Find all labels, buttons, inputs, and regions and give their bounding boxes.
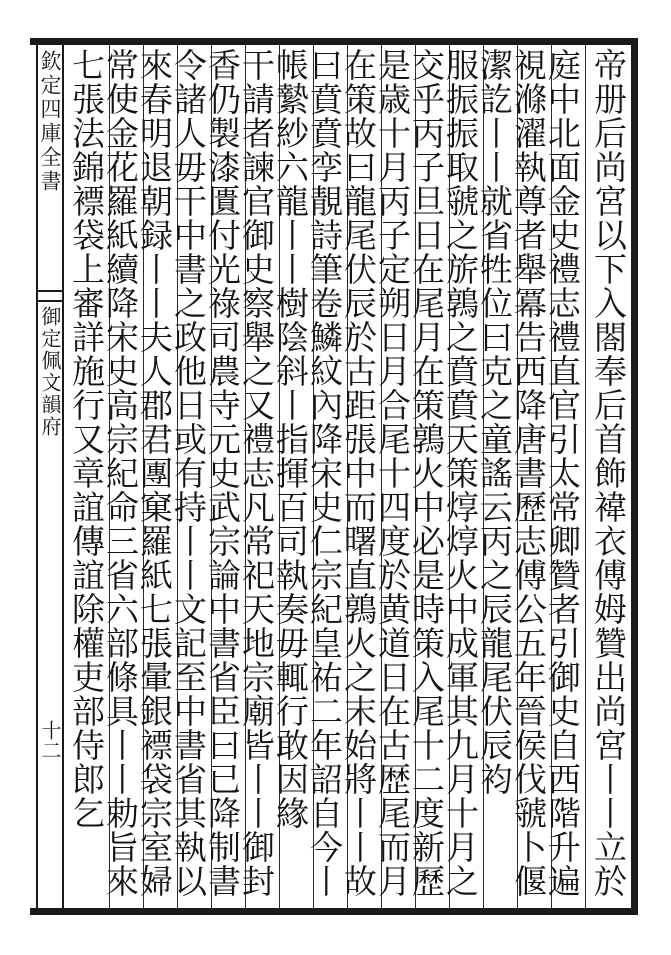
text-column-1: 帝册后尚宮以下入閤奉后首飾褘衣傅姆贊出尚宮丨丨立於 (589, 48, 628, 898)
text-column-4: 潔訖丨丨就省牲位曰克之童謠云丙之辰龍尾伏辰袀 (475, 48, 514, 796)
text-column-10: 帳縶紗六龍丨丨樹陰斜丨指揮百司執奏毋輒行敢因緣 (271, 48, 310, 830)
text-column-16: 七張法錦褾袋上審詳施行又章誼傳誼除權吏部侍郎乞 (67, 48, 106, 830)
fish-tail-mark-bottom (37, 300, 62, 302)
text-column-15: 常使金花羅紙續降宋史高宗紀命三省六部條具丨丨勅旨來 (101, 48, 140, 898)
text-column-12: 香仍製漆匱付光祿司農寺元史武宗論中書省臣曰已降制書 (203, 48, 242, 898)
text-column-9: 曰賁賁孪靚詩筆卷鱗紋內降宋史仁宗紀皇祐二年詔自今丨 (305, 48, 344, 898)
text-column-13: 令諸人毋干中書之政他日或有持丨丨文記至中書省其執以 (169, 48, 208, 898)
frame-right-border (631, 38, 638, 915)
text-column-6: 交乎丙子旦日在尾月在策鶉火中必是時策入尾十二度新歷 (407, 48, 446, 898)
margin-page-number: 十二 (38, 720, 62, 760)
text-column-11: 干請者諫官御史察舉之又禮志凡常祀天地宗廟皆丨丨御封 (237, 48, 276, 898)
text-column-8: 在策故曰龍尾伏辰於古距張中而曙直鶉火之末始將丨丨故 (339, 48, 378, 898)
frame-bottom-border (30, 908, 638, 915)
text-column-14: 來春明退朝録丨丨夫人郡君團窠羅紙七張暈銀褾袋宗室婦 (135, 48, 174, 898)
text-column-3: 視滌濯執尊者舉冪告西降唐書歷志傅公五年晉侯伐虢卜偃 (509, 48, 548, 898)
margin-book-title: 欽定四庫全書 (38, 50, 62, 194)
text-column-2: 庭中北面金史禮志禮直官引太常卿贊者引御史自西階升遍 (543, 48, 582, 898)
text-column-7: 是歳十月丙子定朔日月合尾十四度於黄道日在古歴尾而月 (373, 48, 412, 898)
frame-top-border (30, 38, 638, 45)
margin-subtitle: 御定佩文韻府 (38, 306, 62, 438)
text-column-5: 服振振取虢之旂鶉之賁賁天策焞焞火中成軍其九月十月之 (441, 48, 480, 898)
fish-tail-mark-top (37, 290, 62, 292)
